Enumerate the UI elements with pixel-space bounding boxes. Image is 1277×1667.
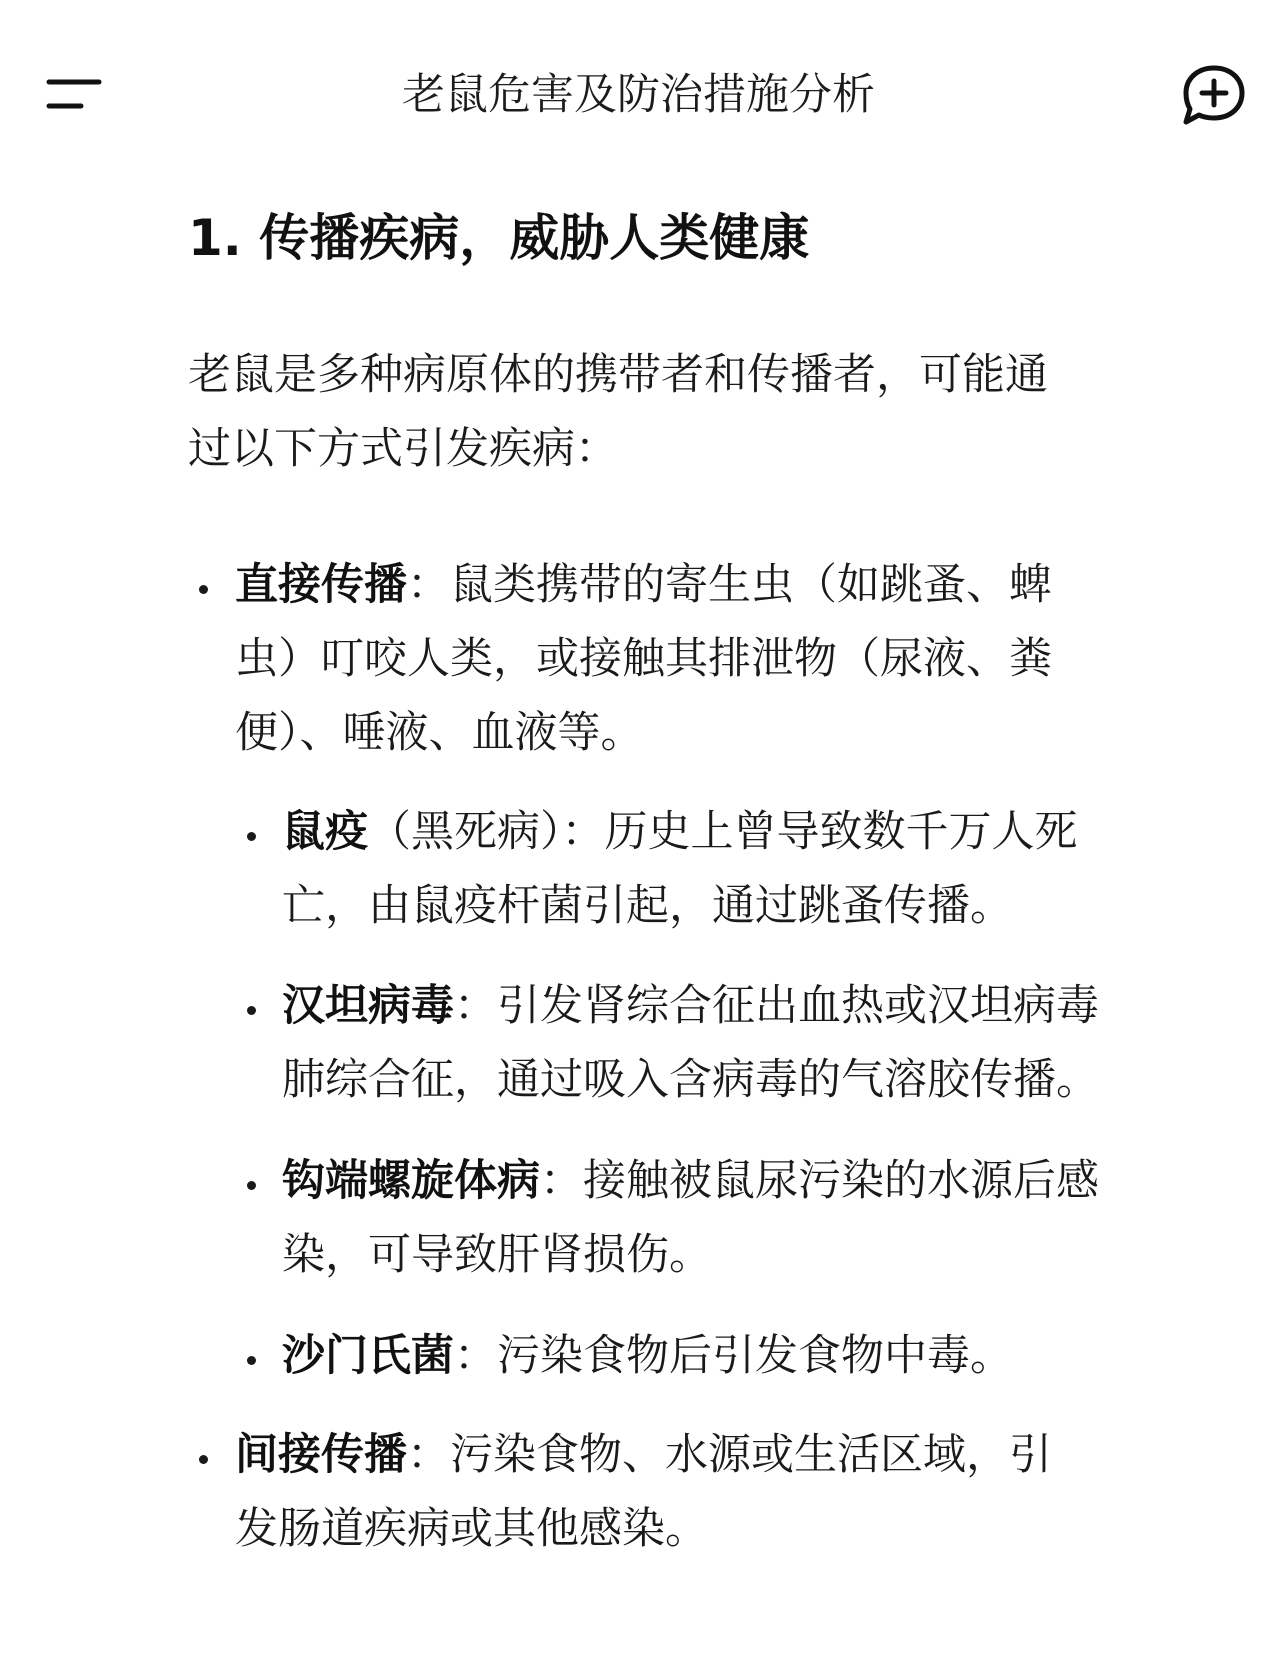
- sub-bullet-term: 鼠疫: [282, 807, 368, 857]
- bullet-dot: [199, 1455, 208, 1464]
- sub-bullet-plague: [282, 795, 1078, 943]
- top-bar: [0, 0, 1277, 190]
- sub-bullet-text: 染，可导致肝肾损伤。: [282, 1230, 712, 1280]
- intro-paragraph: [188, 338, 1228, 486]
- sub-bullet-dot: [247, 1006, 256, 1015]
- sub-bullet-dot: [247, 1181, 256, 1190]
- sub-bullet-term: 汉坦病毒: [282, 981, 454, 1031]
- bullet-text: 便）、唾液、血液等。: [235, 708, 644, 758]
- sub-bullet-text: 肺综合征，通过吸入含病毒的气溶胶传播。: [282, 1055, 1099, 1105]
- intro-line: 老鼠是多种病原体的携带者和传播者，可能通: [188, 350, 1048, 400]
- sub-bullet-text: ：接触被鼠尿污染的水源后感: [540, 1156, 1099, 1206]
- sub-bullet-text: ：引发肾综合征出血热或汉坦病毒: [454, 981, 1099, 1031]
- bullet-dot: [199, 585, 208, 594]
- bullet-text: 虫）叮咬人类，或接触其排泄物（尿液、粪: [235, 634, 1052, 684]
- bullet-text: 发肠道疾病或其他感染。: [235, 1504, 708, 1554]
- sub-bullet-salmonella: [282, 1319, 1013, 1393]
- bullet-indirect-transmission: [235, 1418, 1052, 1566]
- sub-bullet-term: 钩端螺旋体病: [282, 1156, 540, 1206]
- new-chat-plus-icon[interactable]: [1178, 62, 1248, 128]
- sub-bullet-hantavirus: [282, 969, 1099, 1117]
- sub-bullet-dot: [247, 832, 256, 841]
- bullet-text: ：鼠类携带的寄生虫（如跳蚤、蜱: [407, 560, 1052, 610]
- bullet-term: 直接传播: [235, 560, 407, 610]
- bullet-text: ：污染食物、水源或生活区域，引: [407, 1430, 1052, 1480]
- bullet-term: 间接传播: [235, 1430, 407, 1480]
- intro-line: 过以下方式引发疾病：: [188, 424, 618, 474]
- sub-bullet-term: 沙门氏菌: [282, 1331, 454, 1381]
- section-heading: 1. 传播疾病，威胁人类健康: [188, 209, 810, 267]
- bullet-direct-transmission: [235, 548, 1052, 770]
- sub-bullet-dot: [247, 1356, 256, 1365]
- sub-bullet-text: ：污染食物后引发食物中毒。: [454, 1331, 1013, 1381]
- sub-bullet-text: 亡，由鼠疫杆菌引起，通过跳蚤传播。: [282, 881, 1013, 931]
- sub-bullet-text: （黑死病）：历史上曾导致数千万人死: [368, 807, 1078, 857]
- sub-bullet-leptospirosis: [282, 1144, 1099, 1292]
- page-title: 老鼠危害及防治措施分析: [402, 70, 875, 120]
